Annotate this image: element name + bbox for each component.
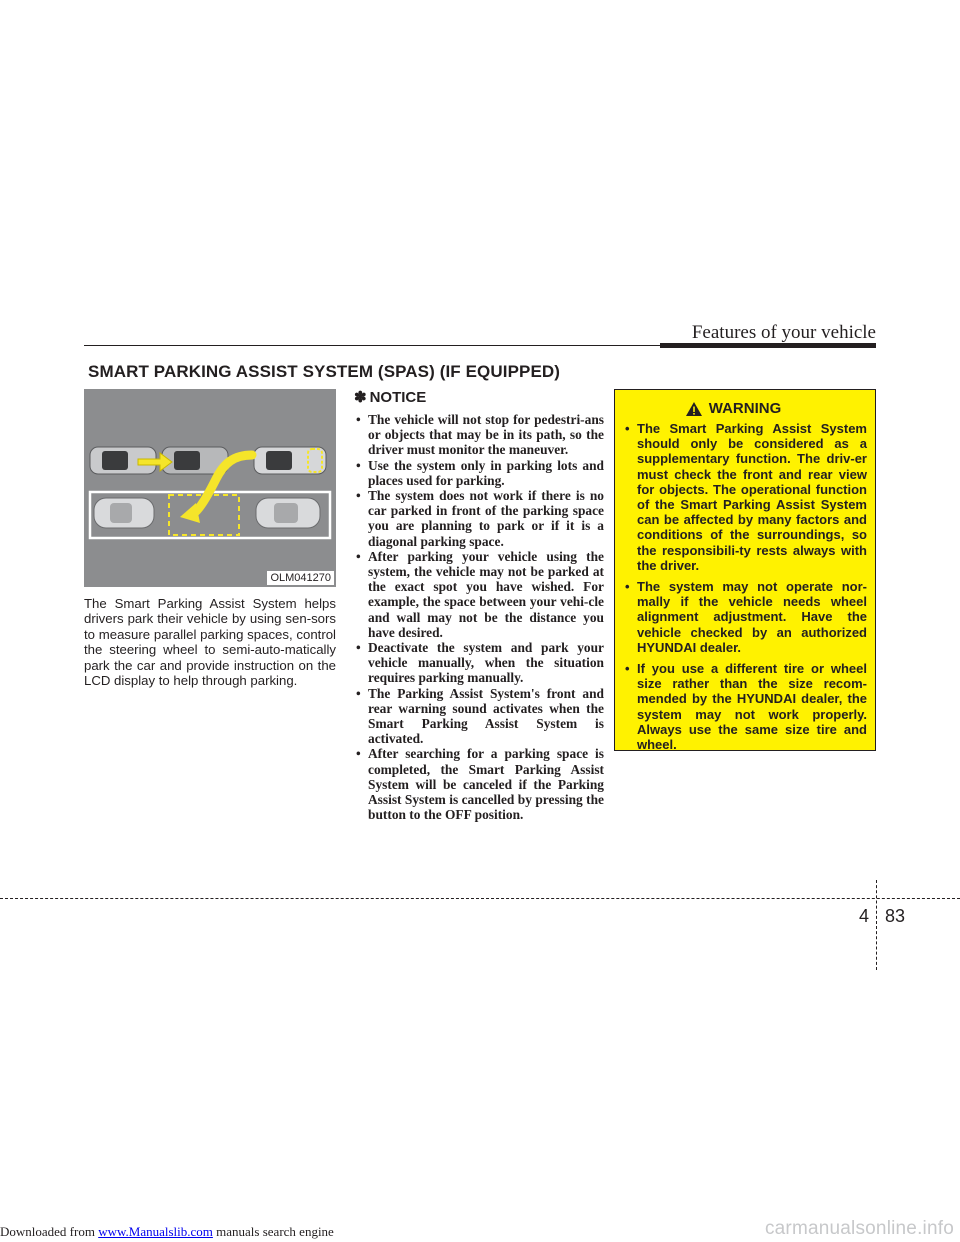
watermark-brand: carmanualsonline.info	[764, 1218, 954, 1239]
notice-item: • The vehicle will not stop for pedestri-ans or objects that may be in its path, so the driver must monitor the maneuver.	[354, 412, 604, 458]
page-number: 83	[885, 906, 906, 926]
intro-paragraph: The Smart Parking Assist System helps drivers park their vehicle by using sen-sors to measure parallel parking spaces, control the steering wheel to semi-auto-matically park the car and provide instruction on the LCD display to help through parking.	[84, 596, 336, 689]
notice-heading-text: NOTICE	[369, 389, 427, 406]
section-title: SMART PARKING ASSIST SYSTEM (SPAS) (IF EQUIPPED)	[88, 362, 561, 381]
warning-list	[623, 421, 867, 752]
figure-code: OLM041270	[267, 571, 334, 585]
footer-rule	[0, 898, 960, 899]
notice-heading	[354, 389, 604, 407]
notice-item: • Use the system only in parking lots and places used for parking.	[354, 458, 604, 488]
warning-item: • The Smart Parking Assist System should only be considered as a supplementary function. The driv-er must check the front and rear view for objects. The operational function of the Smart Parking Assist System can be affected by many factors and conditions of the surroundings, so the responsibili-ty rests always with the driver.	[623, 421, 867, 573]
notice-item: • After parking your vehicle using the system, the vehicle may not be parked at the exact spot you have wished. For example, the space between your vehi-cle and wall may not be the distance you have desired.	[354, 549, 604, 640]
notice-item: • After searching for a parking space is completed, the Smart Parking Assist System will be canceled if the Parking Assist System is cancelled by pressing the button to the OFF position.	[354, 746, 604, 822]
download-suffix: manuals search engine	[212, 1224, 334, 1239]
notice-list	[354, 412, 604, 822]
notice-section	[354, 389, 604, 822]
warning-heading-text: WARNING	[708, 400, 782, 417]
warning-box	[614, 389, 876, 751]
download-notice	[0, 1224, 334, 1240]
notice-item: • The Parking Assist System's front and rear warning sound activates when the Smart Parking Assist System is activated.	[354, 686, 604, 747]
notice-star-icon: ✽	[354, 389, 367, 406]
notice-item: • Deactivate the system and park your vehicle manually, when the situation requires parking manually.	[354, 640, 604, 686]
header-rule-accent	[660, 343, 876, 348]
parked-car-left	[94, 498, 154, 528]
notice-item: • The system does not work if there is no car parked in front of the parking space you are planning to park or if it is a diagonal parking space.	[354, 488, 604, 549]
chapter-number: 4	[859, 906, 870, 926]
parked-car-right	[256, 498, 320, 528]
warning-heading	[599, 400, 867, 417]
manualslib-link[interactable]: www.Manualslib.com	[98, 1224, 213, 1239]
parking-illustration	[84, 389, 336, 587]
parking-diagram	[84, 389, 336, 587]
warning-triangle-icon	[685, 401, 703, 417]
moving-car-3	[254, 447, 326, 474]
download-prefix: Downloaded from	[0, 1224, 99, 1239]
running-header-title: Features of your vehicle	[691, 322, 876, 343]
warning-item: • If you use a different tire or wheel size rather than the size recom-mended by the HYUNDAI dealer, the system may not work properly. Always use the same size tire and wheel.	[623, 661, 867, 752]
warning-item: • The system may not operate nor-mally if the vehicle needs wheel alignment adjustment. Have the vehicle checked by an authorized HYUNDAI dealer.	[623, 579, 867, 655]
footer-vertical-rule	[876, 880, 877, 970]
